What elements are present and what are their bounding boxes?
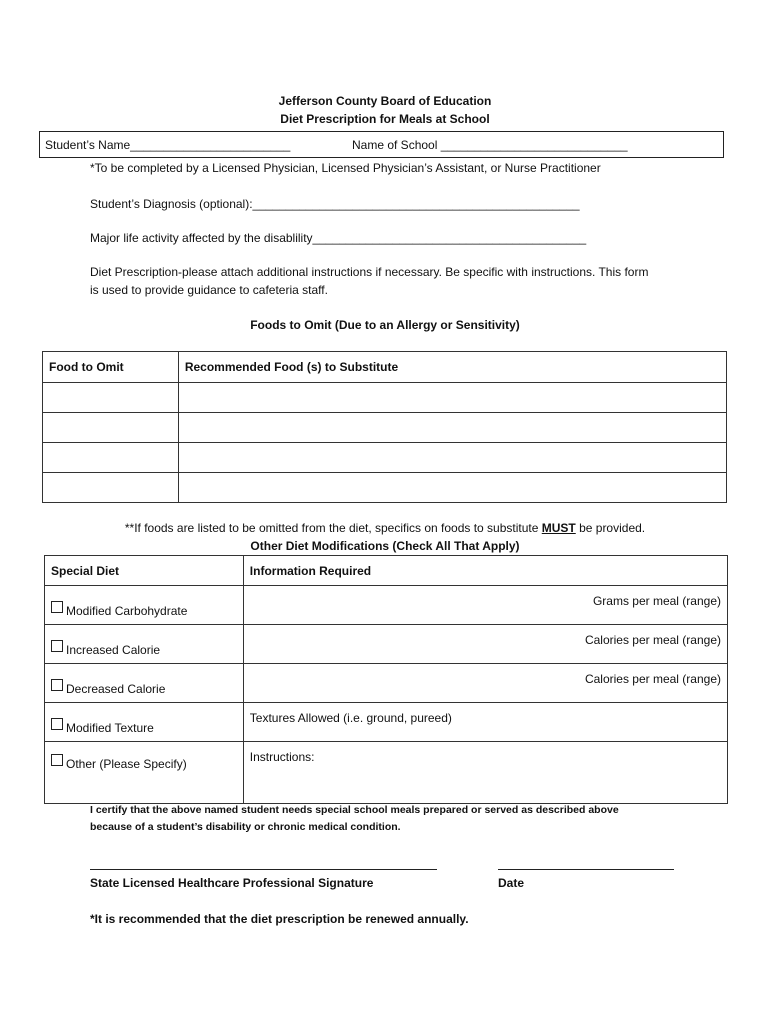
substitute-header: Recommended Food (s) to Substitute — [178, 352, 726, 383]
option-label: Modified Carbohydrate — [66, 604, 188, 618]
substitute-note-after: be provided. — [575, 521, 646, 535]
signature-line[interactable] — [90, 869, 437, 870]
substitute-cell[interactable] — [178, 473, 726, 503]
table-row — [43, 413, 727, 443]
info-cell[interactable]: Textures Allowed (i.e. ground, pureed) — [243, 703, 727, 742]
student-name-field[interactable]: Student’s Name________________________ — [45, 138, 291, 152]
mods-section-heading: Other Diet Modifications (Check All That Apply) — [250, 539, 520, 553]
modified-texture-option[interactable] — [45, 703, 244, 742]
info-cell[interactable]: Grams per meal (range) — [243, 586, 727, 625]
renewal-note: *It is recommended that the diet prescription be renewed annually. — [90, 912, 469, 926]
date-line[interactable] — [498, 869, 674, 870]
table-row — [45, 742, 728, 804]
info-cell[interactable]: Calories per meal (range) — [243, 664, 727, 703]
table-row — [45, 586, 728, 625]
form-title: Diet Prescription for Meals at School — [280, 112, 490, 126]
prescription-instructions-line2: is used to provide guidance to cafeteria staff. — [90, 283, 328, 297]
signature-label: State Licensed Healthcare Professional Signature — [90, 876, 374, 890]
school-name-field[interactable]: Name of School ____________________________ — [352, 138, 628, 152]
decreased-calorie-option[interactable] — [45, 664, 244, 703]
option-label: Decreased Calorie — [66, 682, 166, 696]
special-diet-header: Special Diet — [45, 556, 244, 586]
certify-line2: because of a student’s disability or chronic medical condition. — [90, 821, 401, 833]
table-row — [45, 625, 728, 664]
omit-cell[interactable] — [43, 413, 179, 443]
prescription-instructions-line1: Diet Prescription-please attach additional instructions if necessary. Be specific with instructions. This form — [90, 265, 649, 279]
option-label: Modified Texture — [66, 721, 154, 735]
omit-section-heading: Foods to Omit (Due to an Allergy or Sensitivity) — [250, 318, 520, 332]
info-cell[interactable]: Instructions: — [243, 742, 727, 804]
option-label: Increased Calorie — [66, 643, 161, 657]
table-row — [45, 664, 728, 703]
substitute-cell[interactable] — [178, 413, 726, 443]
substitute-note — [0, 521, 770, 535]
info-cell[interactable]: Calories per meal (range) — [243, 625, 727, 664]
must-emphasis: MUST — [541, 521, 576, 535]
diagnosis-field[interactable]: Student’s Diagnosis (optional):_________________________________________________ — [90, 197, 580, 211]
omit-cell[interactable] — [43, 383, 179, 413]
organization-title: Jefferson County Board of Education — [278, 94, 492, 108]
modified-carbohydrate-option[interactable] — [45, 586, 244, 625]
table-row — [43, 383, 727, 413]
table-row — [45, 703, 728, 742]
table-row — [43, 473, 727, 503]
checkbox[interactable] — [51, 640, 63, 652]
major-life-activity-field[interactable]: Major life activity affected by the disablility_________________________________________ — [90, 231, 587, 245]
checkbox[interactable] — [51, 679, 63, 691]
completed-by-note: *To be completed by a Licensed Physician, Licensed Physician’s Assistant, or Nurse Practitioner — [90, 161, 601, 175]
option-label: Other (Please Specify) — [66, 757, 187, 771]
checkbox[interactable] — [51, 718, 63, 730]
increased-calorie-option[interactable] — [45, 625, 244, 664]
omit-cell[interactable] — [43, 443, 179, 473]
checkbox[interactable] — [51, 754, 63, 766]
substitute-cell[interactable] — [178, 383, 726, 413]
certify-line1: I certify that the above named student needs special school meals prepared or served as described above — [90, 804, 619, 816]
diet-modifications-table — [44, 555, 728, 804]
food-to-omit-header: Food to Omit — [43, 352, 179, 383]
date-label: Date — [498, 876, 525, 890]
checkbox[interactable] — [51, 601, 63, 613]
foods-to-omit-table — [42, 351, 727, 503]
substitute-note-before: **If foods are listed to be omitted from the diet, specifics on foods to substitute — [124, 521, 542, 535]
table-row — [43, 443, 727, 473]
omit-cell[interactable] — [43, 473, 179, 503]
substitute-cell[interactable] — [178, 443, 726, 473]
other-option[interactable] — [45, 742, 244, 804]
information-required-header: Information Required — [243, 556, 727, 586]
